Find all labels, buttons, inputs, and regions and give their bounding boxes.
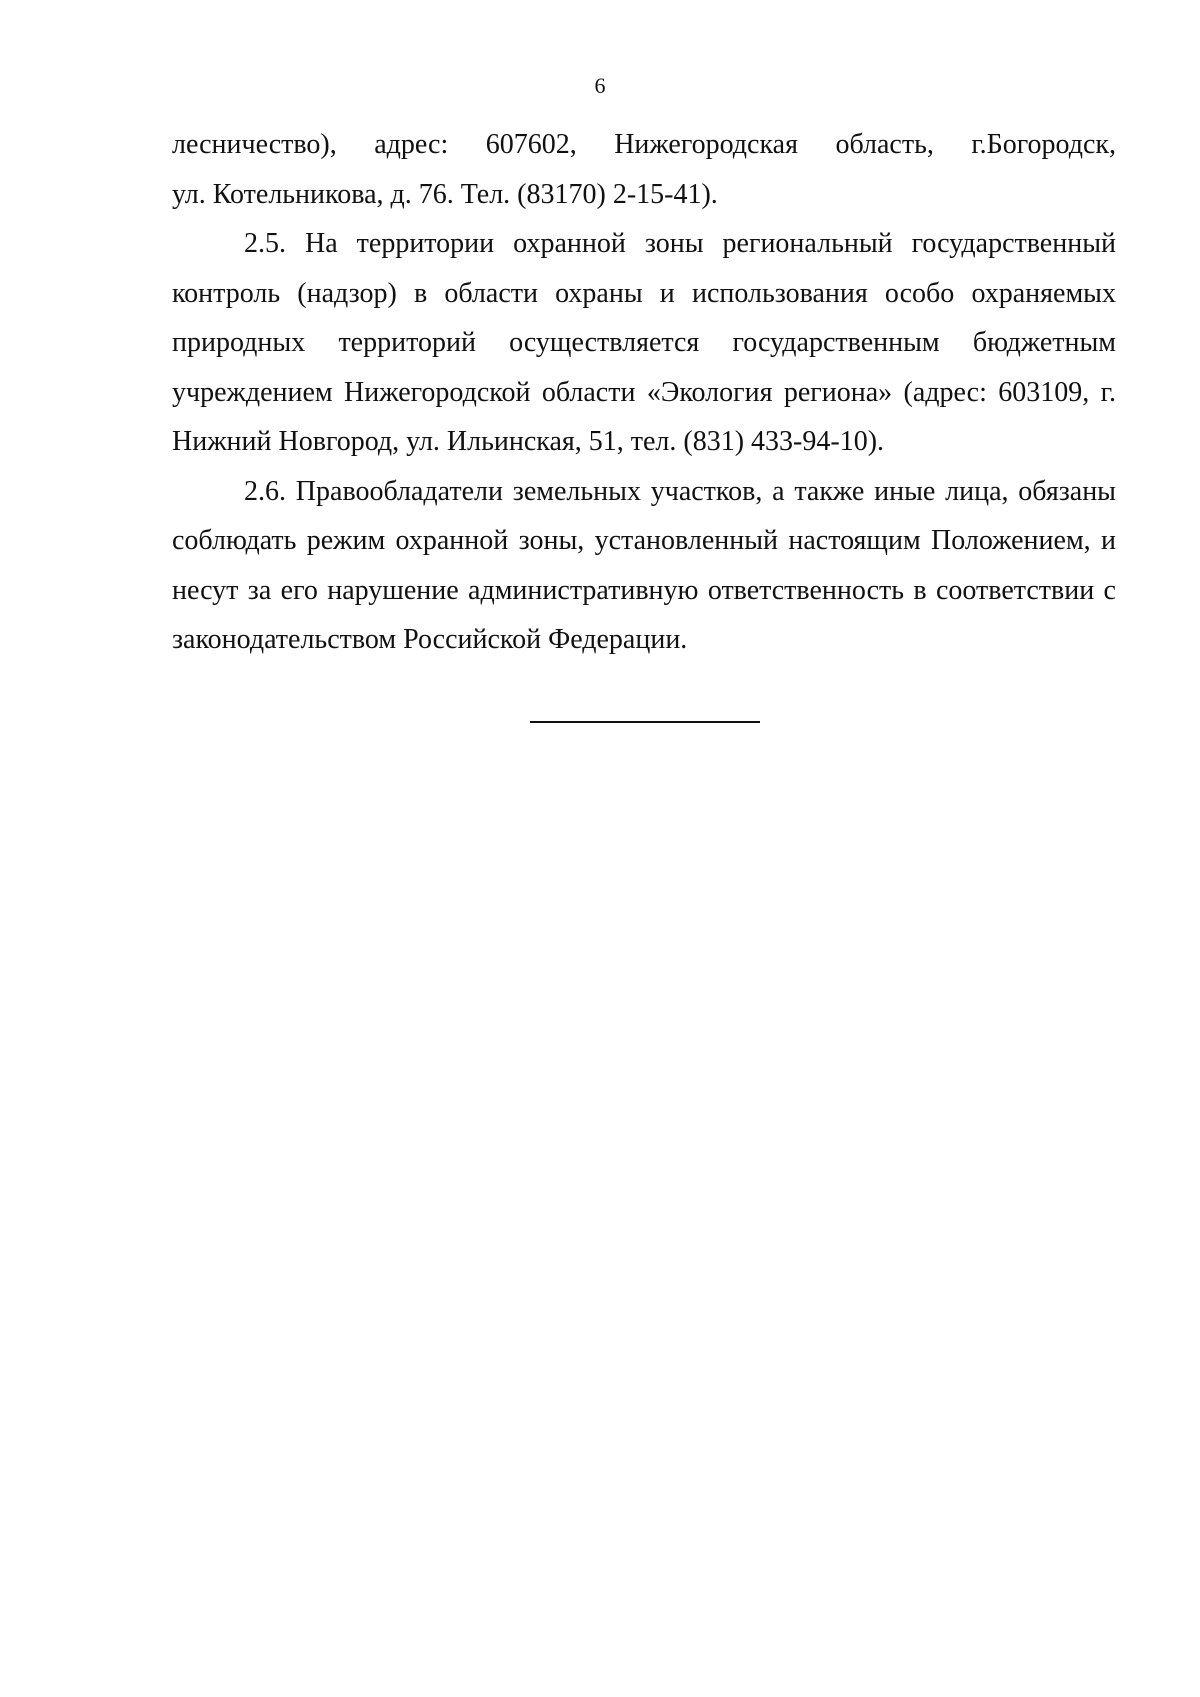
- document-body: [172, 120, 1116, 665]
- paragraph-continuation-line-1: лесничество), адрес: 607602, Нижегородская область, г.Богородск,: [172, 129, 1116, 160]
- paragraph-continuation-line-2: ул. Котельникова, д. 76. Тел. (83170) 2-15-41).: [172, 178, 718, 210]
- page-number: 6: [594, 73, 606, 98]
- paragraph-2-6: 2.6. Правообладатели земельных участков, а также иные лица, обязаны соблюдать режим охранной зоны, установленный настоящим Положением, и несут за его нарушение административную ответственность в соответствии с законодательством Российской Федерации.: [172, 475, 1116, 655]
- paragraph-2-5: 2.5. На территории охранной зоны региональный государственный контроль (надзор) в области охраны и использования особо охраняемых природных территорий осуществляется государственным бюджетным учреждением Нижегородской области «Экология региона» (адрес: 603109, г. Нижний Новгород, ул. Ильинская, 51, тел. (831) 433-94-10).: [172, 228, 1116, 457]
- end-of-document-rule: [530, 721, 760, 723]
